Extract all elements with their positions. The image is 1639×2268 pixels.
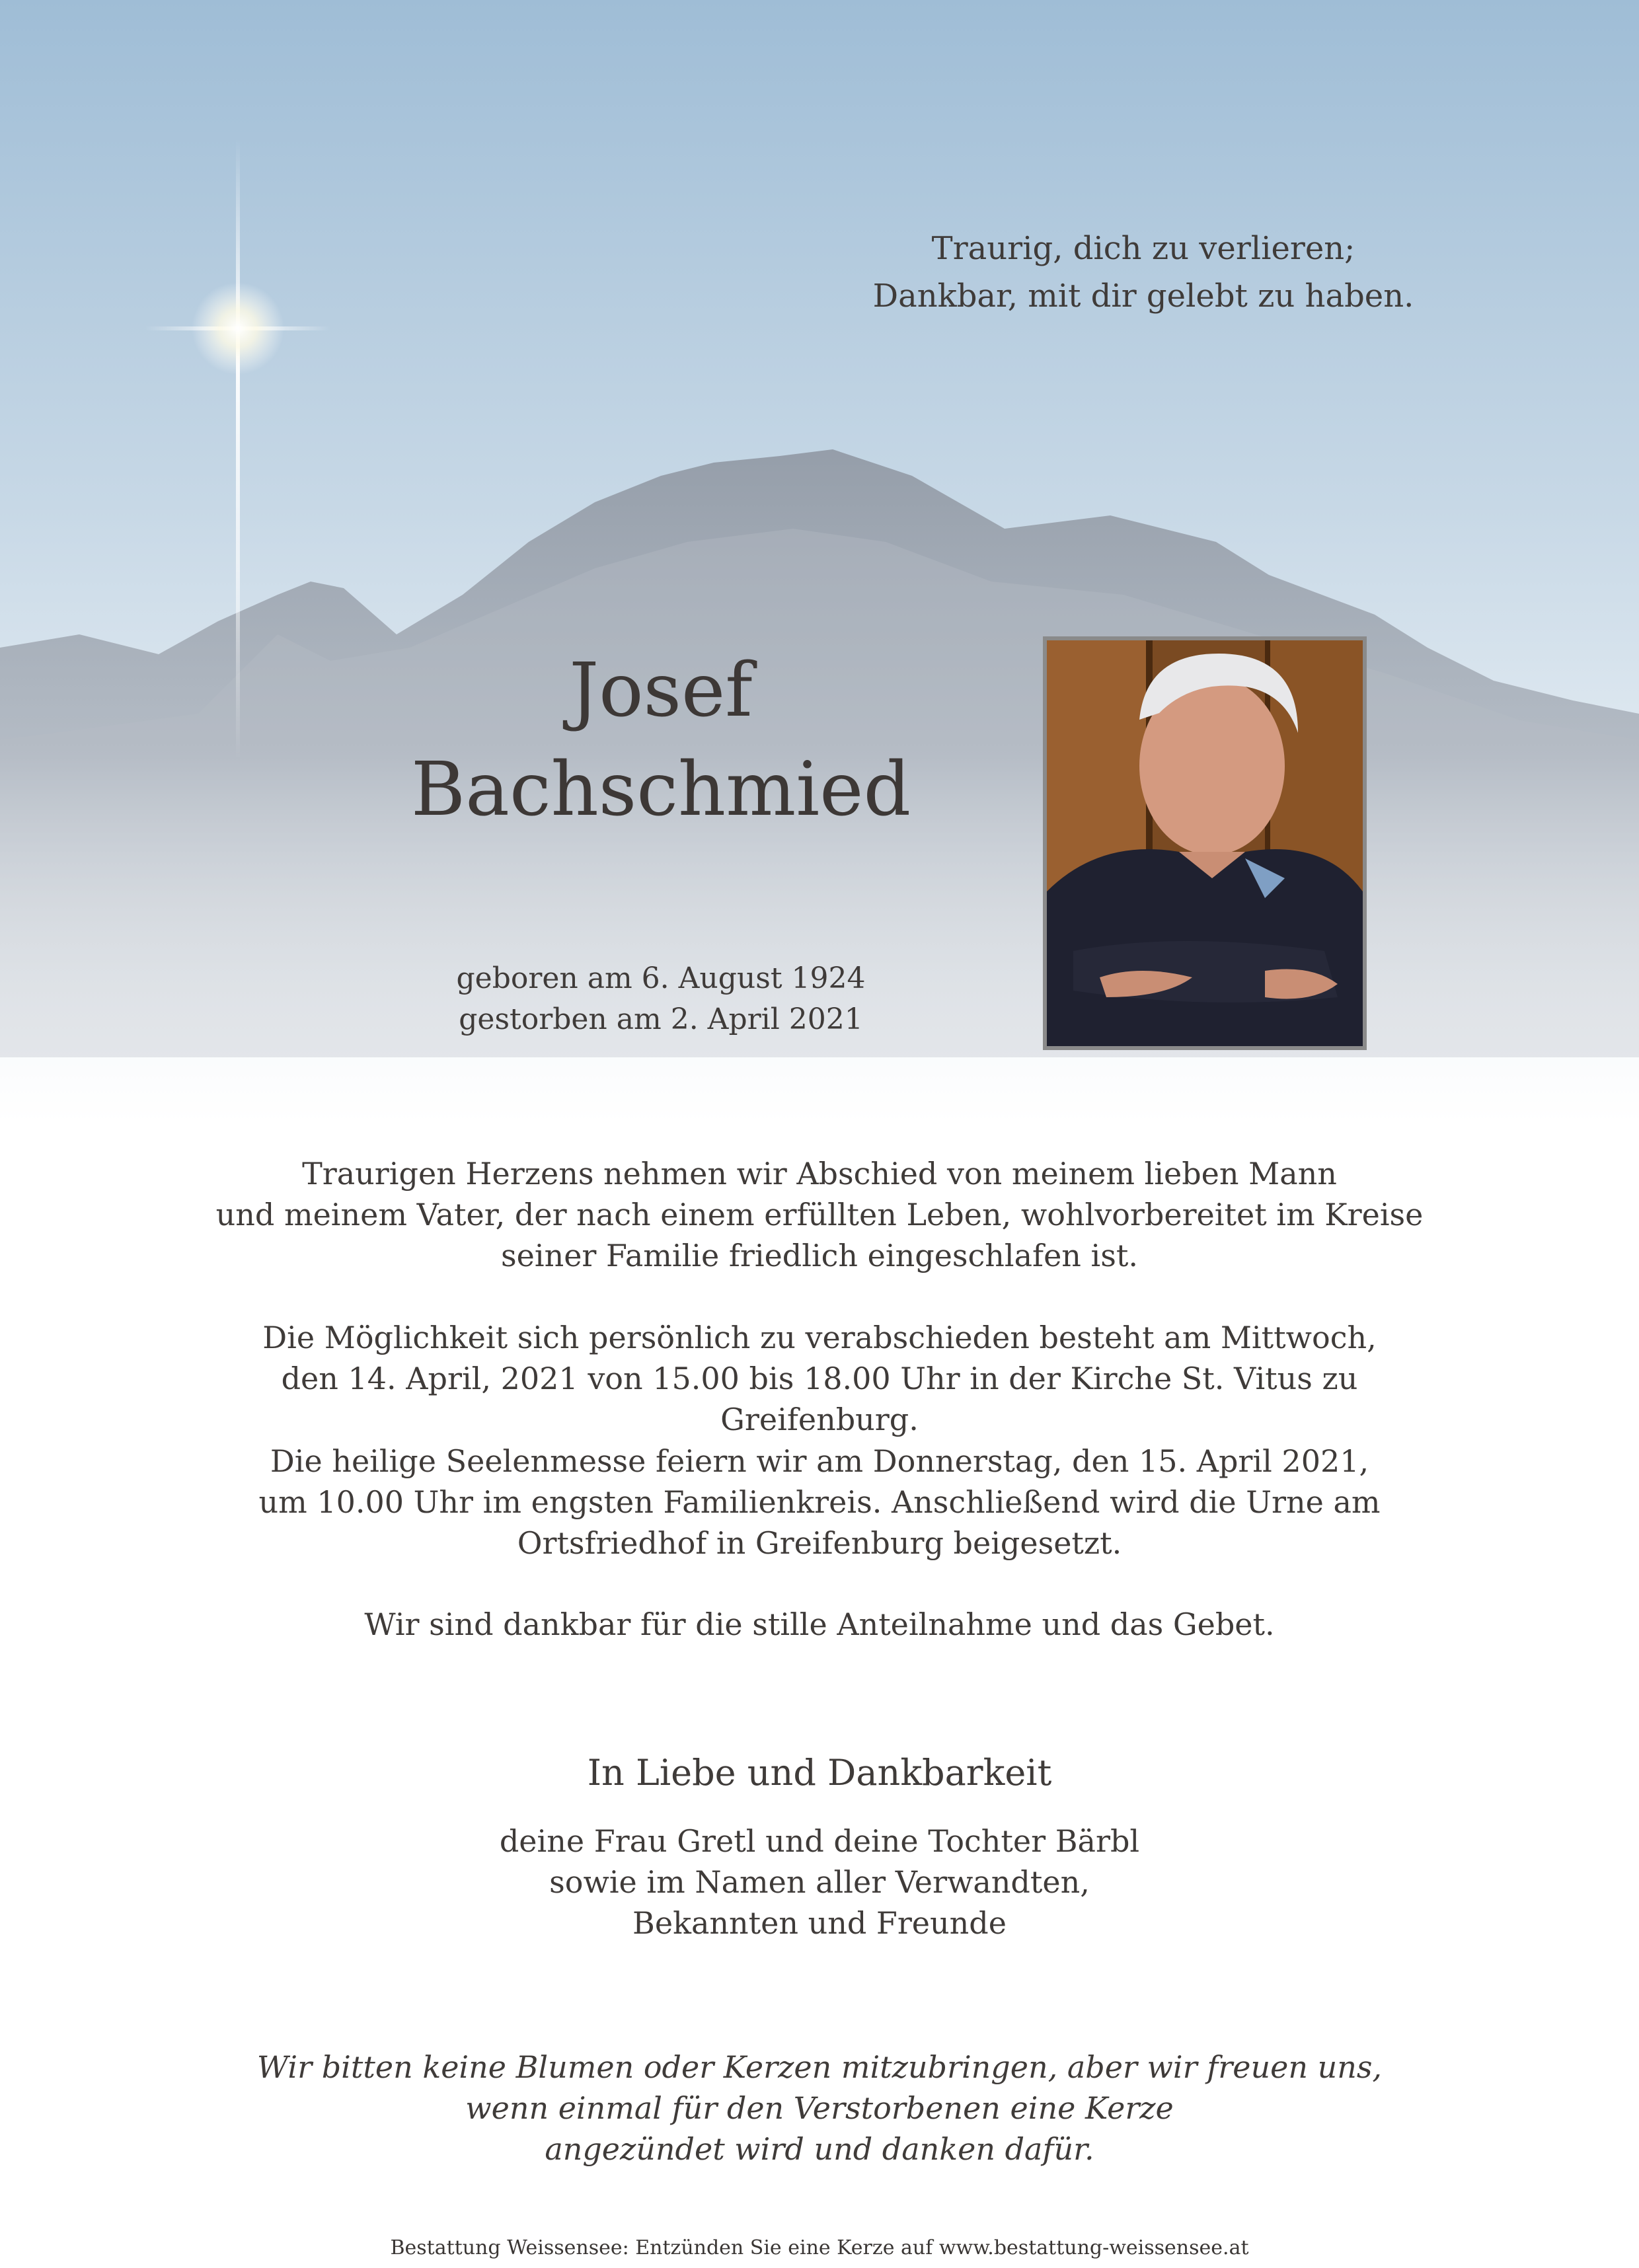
background-landscape [0,0,1639,1123]
text-line: deine Frau Gretl und deine Tochter Bärbl [499,1823,1140,1859]
text-line: Die Möglichkeit sich persönlich zu verabschieden besteht am Mittwoch, [262,1320,1377,1355]
deceased-name [370,641,952,839]
family-signature [185,1821,1454,1944]
flowers-note [185,2047,1454,2170]
text-line: um 10.00 Uhr im engsten Familienkreis. Anschließend wird die Urne am [258,1484,1381,1520]
text-line: den 14. April, 2021 von 15.00 bis 18.00 Uhr in der Kirche St. Vitus zu Greifenburg. [281,1361,1358,1437]
birth-date: geboren am 6. August 1924 [456,962,866,995]
text-line: Ortsfriedhof in Greifenburg beigesetzt. [517,1525,1122,1561]
text-line: Die heilige Seelenmesse feiern wir am Donnerstag, den 15. April 2021, [270,1443,1369,1479]
first-name: Josef [569,648,753,734]
farewell-paragraph [185,1317,1454,1440]
epitaph-quote [793,225,1494,320]
closing-title: In Liebe und Dankbarkeit [587,1752,1052,1794]
footer-text: Bestattung Weissensee: Entzünden Sie eine Kerze auf www.bestattung-weissensee.at [390,2236,1249,2259]
text-line: sowie im Namen aller Verwandten, [549,1864,1090,1900]
text-line: seiner Familie friedlich eingeschlafen ist. [501,1238,1138,1273]
text-line: Wir sind dankbar für die stille Anteilnahme und das Gebet. [364,1606,1275,1642]
text-line: Traurigen Herzens nehmen wir Abschied von meinem lieben Mann [302,1156,1337,1191]
mass-paragraph [185,1441,1454,1564]
thanks-paragraph [185,1604,1454,1645]
life-dates [370,958,952,1040]
death-date: gestorben am 2. April 2021 [459,1002,863,1036]
text-line: Wir bitten keine Blumen oder Kerzen mitzubringen, aber wir freuen uns, [256,2049,1383,2085]
text-line: wenn einmal für den Verstorbenen eine Kerze [465,2090,1174,2126]
quote-line: Dankbar, mit dir gelebt zu haben. [872,278,1414,315]
text-line: angezündet wird und danken dafür. [545,2131,1094,2167]
quote-line: Traurig, dich zu verlieren; [931,230,1355,267]
text-line: Bekannten und Freunde [632,1905,1007,1941]
portrait-photo [1043,636,1367,1050]
text-line: und meinem Vater, der nach einem erfüllten Leben, wohlvorbereitet im Kreise [215,1197,1424,1232]
announcement-paragraph [185,1153,1454,1276]
last-name: Bachschmied [410,747,911,833]
